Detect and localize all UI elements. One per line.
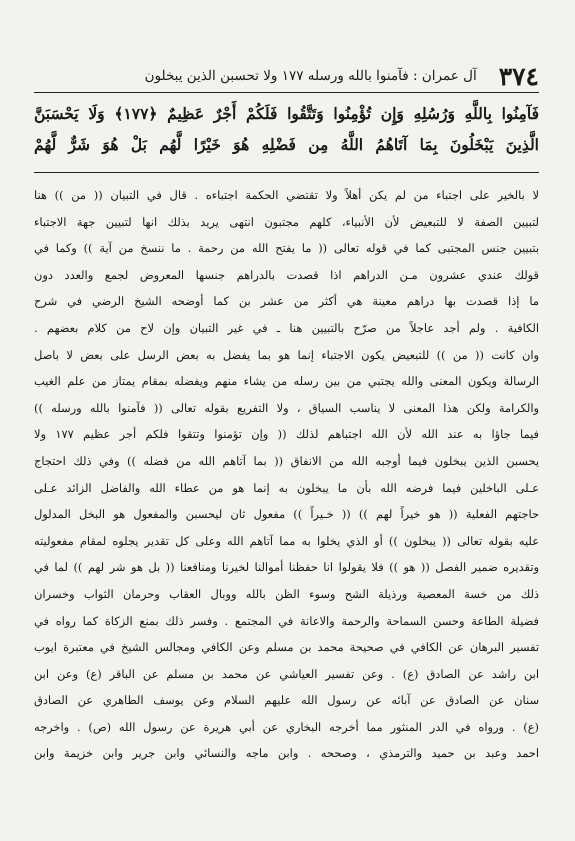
commentary-line: (ع) . ورواه في الدر المنثور مما أخرجه البخاري عن أبي هريرة عن رسول الله (ص) . واخرجه [34, 719, 539, 734]
verse-divider [34, 172, 539, 173]
quran-verse-block [34, 98, 539, 168]
commentary-line: لتبيين الصفة لا للتبعيض لأن الأنبياء، كلهم مجتبون انتهى يريد بذلك انها لتبيين جهة الاجتباء [34, 214, 539, 229]
commentary-line: يحسبن الذين يبخلون فيما أوجبه الله من الانفاق (( بما آتاهم الله من فضله )) وفي ذلك احتجاج [34, 453, 539, 468]
commentary-line: عـلى الباخلين فيما فرضه الله بأن ما يبخلون به إنما هو من عطاء الله والفاضل الزائد عـلى [34, 480, 539, 495]
commentary-line: ما إذا قصدت بها دراهم معينة هي أكثر من عشر بن كما أوضحه الشيخ الرضي في شرح [34, 294, 539, 309]
commentary-line: عليه بقوله تعالى (( يبخلون )) أو الذي يخلوا به مما آتاهم الله وعلى كل تقدير يجلوه لمقام مفعوليته [34, 533, 539, 548]
commentary-line: احمد وعبد بن حميد والترمذي ، وصححه . وابن ماجه والنسائي وابن جرير وابن خزيمة وابن [34, 746, 539, 761]
commentary-line: قولك عندي عشرون مـن الدراهم اذا قصدت بالدراهم جنسها المعروض لجمع والعدد دون [34, 267, 539, 282]
commentary-line: ابن راشد عن الصادق (ع) . وعن تفسير العياشي عن محمد بن مسلم عن الباقر (ع) وعن ابن [34, 666, 539, 681]
commentary-line: سنان عن الصادق عن آبائه عن رسول الله عليهم السلام وعن يوسف الطاهري عن الصادق [34, 693, 539, 708]
commentary-body [34, 182, 539, 822]
commentary-line: لا بالخير على اجتباء من لم يكن أهلاً ولا تقتضي الحكمة اجتباءه . قال في التبيان (( من )) هنا [34, 188, 539, 202]
commentary-line: فيما جاؤا به عند الله لأن الله اجتباهم لذلك (( وإن تؤمنوا وتتقوا فلكم أجر عظيم ١٧٧ ولا [34, 427, 539, 442]
commentary-line: ذلك من خسة المعصية ورذيلة الشح وسوء الظن بالله ووبال العقاب وحرمان الثواب وخسران [34, 586, 539, 601]
commentary-line: وان كانت (( من )) للتبعيض يكون الاجتباء إنما هو بما يفضل به بعض الرسل على بعض لا باصل [34, 347, 539, 362]
commentary-line: وتقديره ضمير الفصل (( هو )) فلا يقولوا انا حفظنا أموالنا لخيرنا ومنافعنا (( بل هو شر لهم )) لما في [34, 560, 539, 575]
verse-line: الَّذِينَ يَبْخَلُونَ بِمَا آتَاهُمُ اللَّهُ مِن فَضْلِهِ هُوَ خَيْرًا لَّهُم بَلْ هُوَ شَرٌّ لَّهُمْ [34, 135, 539, 154]
verse-line: فَآمِنُوا بِاللَّهِ وَرُسُلِهِ وَإِن تُؤْمِنُوا وَتَتَّقُوا فَلَكُمْ أَجْرٌ عَظِيمٌ ﴿١٧٧﴾ وَلَا يَحْسَبَنَّ [34, 104, 539, 123]
commentary-line: والكرامة ولكن هذا المعنى لا يناسب السياق ، ولا التفريع بقوله تعالى (( فآمنوا بالله ورسله )) [34, 400, 539, 415]
commentary-line: حاجتهم الفعلية (( هو خيراً لهم )) (( خـيراً )) مفعول ثان ليحسبن والمفعول هو البخل المدلول [34, 507, 539, 522]
running-title: آل عمران : فآمنوا بالله ورسله ١٧٧ ولا تحسبن الذين يبخلون [144, 68, 477, 84]
commentary-line: الكافية . ولم أجد عاجلاً من صرّح بالتبيين هنا ـ في غير التبيان وإن لاح من كلام بعضهم . [34, 320, 539, 335]
commentary-line: بتبيين جنس المجتبى كما في قوله تعالى (( ما يفتح الله من رحمة . ما ننسخ من آية )) وكما في [34, 241, 539, 256]
page-header [34, 62, 539, 90]
commentary-line: الرسالة ويكون المعنى والله يجتبي من بين رسله من يشاء منهم ويفضله بمقام يمتاز من علم الغيب [34, 374, 539, 389]
commentary-line: تفسير البرهان عن الكافي في صحيحة محمد بن مسلم وعن الكافي ومجالس الشيخ في معتبرة ايوب [34, 640, 539, 655]
commentary-line: فضيلة الطاعة وحسن السماحة والرحمة والاعانة في المجتمع . وفسر ذلك بمنع الزكاة كما رواه في [34, 613, 539, 628]
header-divider [34, 92, 539, 93]
page-number: ٣٧٤ [498, 61, 539, 91]
